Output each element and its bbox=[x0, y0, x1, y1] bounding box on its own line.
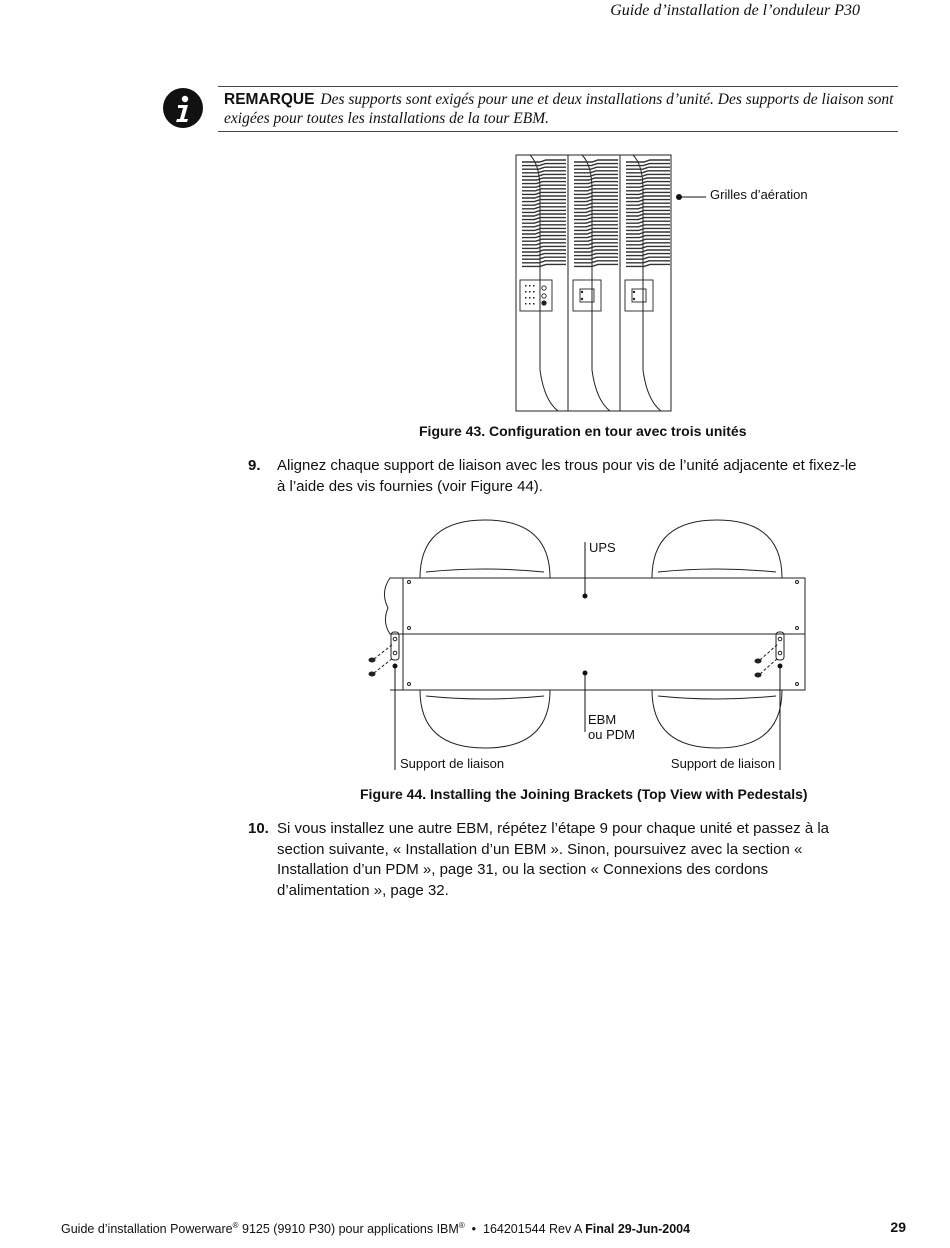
vent-slat bbox=[574, 185, 618, 187]
vent-slat bbox=[626, 189, 670, 191]
figure-44-label-pdm: ou PDM bbox=[588, 727, 635, 742]
vent-slat bbox=[626, 254, 670, 256]
vent-slat bbox=[522, 174, 566, 176]
vent-slat bbox=[522, 225, 566, 227]
vent-slat bbox=[626, 203, 670, 205]
vent-slat bbox=[626, 214, 670, 216]
step-text: Alignez chaque support de liaison avec les trous pour vis de l’unité adjacente et fixez-le à l’aide des vis fournies (voir Figure 44). bbox=[277, 457, 857, 495]
vent-slat bbox=[626, 210, 670, 212]
vent-slat bbox=[522, 264, 566, 266]
page-number: 29 bbox=[890, 1219, 906, 1235]
vent-slat bbox=[522, 210, 566, 212]
vent-slat bbox=[626, 167, 670, 169]
vent-slat bbox=[574, 225, 618, 227]
vent-slat bbox=[626, 228, 670, 230]
vent-slat bbox=[522, 236, 566, 238]
figure-43-drawing bbox=[500, 150, 830, 420]
vent-slat bbox=[574, 203, 618, 205]
vent-slat bbox=[522, 257, 566, 259]
vent-slat bbox=[574, 254, 618, 256]
vent-slat bbox=[522, 214, 566, 216]
figure-44-drawing bbox=[360, 512, 820, 782]
vent-slat bbox=[626, 192, 670, 194]
vent-slat bbox=[574, 167, 618, 169]
vent-slat bbox=[522, 254, 566, 256]
vent-slat bbox=[626, 264, 670, 266]
vent-slat bbox=[574, 171, 618, 173]
vent-slat bbox=[574, 218, 618, 220]
vent-slat bbox=[574, 207, 618, 209]
figure-43-callout-vents: Grilles d’aération bbox=[710, 187, 808, 202]
vent-slat bbox=[626, 232, 670, 234]
vent-slat bbox=[574, 250, 618, 252]
figure-43-caption: Figure 43. Configuration en tour avec trois unités bbox=[419, 423, 747, 439]
step-9 bbox=[248, 456, 858, 497]
note-label: REMARQUE bbox=[224, 91, 315, 108]
page-footer bbox=[61, 1221, 690, 1236]
vent-slat bbox=[626, 164, 670, 166]
vent-slat bbox=[522, 178, 566, 180]
vent-slat bbox=[574, 232, 618, 234]
vent-slat bbox=[574, 246, 618, 248]
footer-final-date: Final 29-Jun-2004 bbox=[585, 1222, 691, 1237]
vent-slat bbox=[626, 261, 670, 263]
running-header: Guide d’installation de l’onduleur P30 bbox=[610, 2, 860, 19]
step-text: Si vous installez une autre EBM, répétez l’étape 9 pour chaque unité et passez à la section suivante, « Installation d’un EBM ». Sinon, poursuivez avec la section « Installation d’un PDM », page 31, ou la section « Connexions des cordons d’alimentation », page 32. bbox=[277, 820, 830, 899]
vent-slat bbox=[574, 189, 618, 191]
vent-slat bbox=[574, 264, 618, 266]
figure-44-label-support-right: Support de liaison bbox=[670, 756, 775, 771]
vent-slat bbox=[574, 200, 618, 202]
vent-slat bbox=[626, 178, 670, 180]
vent-slat bbox=[522, 160, 566, 162]
footer-text-3: • 164201544 Rev A bbox=[464, 1222, 586, 1237]
info-icon bbox=[163, 88, 203, 128]
vent-slat bbox=[626, 221, 670, 223]
vent-slat bbox=[522, 261, 566, 263]
vent-slat bbox=[574, 196, 618, 198]
vent-slat bbox=[522, 171, 566, 173]
vent-slat bbox=[626, 218, 670, 220]
figure-44-label-ups: UPS bbox=[589, 540, 616, 555]
vent-slat bbox=[626, 182, 670, 184]
vent-slat bbox=[626, 196, 670, 198]
vent-slat bbox=[522, 182, 566, 184]
vent-slat bbox=[522, 164, 566, 166]
vent-slat bbox=[626, 174, 670, 176]
vent-slat bbox=[574, 221, 618, 223]
vent-slat bbox=[574, 210, 618, 212]
vent-slat bbox=[522, 196, 566, 198]
vent-slat bbox=[522, 203, 566, 205]
vent-slat bbox=[574, 257, 618, 259]
vent-slat bbox=[522, 246, 566, 248]
vent-slat bbox=[522, 243, 566, 245]
vent-slat bbox=[574, 261, 618, 263]
vent-slat bbox=[522, 192, 566, 194]
vent-slat bbox=[522, 185, 566, 187]
footer-text-1: Guide d’installation Powerware bbox=[61, 1222, 233, 1237]
vent-slat bbox=[574, 243, 618, 245]
vent-slat bbox=[626, 250, 670, 252]
vent-slat bbox=[522, 200, 566, 202]
vent-slat bbox=[522, 250, 566, 252]
step-number: 10. bbox=[248, 820, 269, 837]
vent-slat bbox=[522, 239, 566, 241]
vent-slat bbox=[522, 232, 566, 234]
figure-44 bbox=[360, 512, 820, 782]
vent-slat bbox=[522, 167, 566, 169]
vent-slat bbox=[626, 207, 670, 209]
vent-slat bbox=[522, 189, 566, 191]
vent-slat bbox=[522, 207, 566, 209]
vent-slat bbox=[574, 192, 618, 194]
vent-slat bbox=[626, 243, 670, 245]
vent-slat bbox=[574, 178, 618, 180]
vent-slat bbox=[522, 228, 566, 230]
vent-slat bbox=[626, 225, 670, 227]
vent-slat bbox=[626, 171, 670, 173]
figure-44-label-ebm: EBM bbox=[588, 712, 617, 727]
vent-slat bbox=[626, 246, 670, 248]
vent-slat bbox=[574, 164, 618, 166]
figure-43 bbox=[500, 150, 830, 420]
vent-slat bbox=[574, 214, 618, 216]
figure-44-label-support-left: Support de liaison bbox=[400, 756, 505, 771]
vent-slat bbox=[626, 257, 670, 259]
registered-mark: ® bbox=[458, 1221, 465, 1230]
vent-slat bbox=[574, 236, 618, 238]
vent-slat bbox=[574, 239, 618, 241]
step-number: 9. bbox=[248, 457, 261, 474]
registered-mark: ® bbox=[232, 1221, 239, 1230]
vent-slat bbox=[574, 160, 618, 162]
note-text: Des supports sont exigés pour une et deux installations d’unité. Des supports de liaison sont exigées pour toutes les installations de la tour EBM. bbox=[224, 91, 894, 127]
vent-slat bbox=[626, 236, 670, 238]
vent-slat bbox=[574, 182, 618, 184]
note-box bbox=[218, 86, 898, 132]
vent-slat bbox=[574, 174, 618, 176]
vent-slat bbox=[522, 218, 566, 220]
footer-text-2: 9125 (9910 P30) pour applications IBM bbox=[238, 1222, 459, 1237]
vent-slat bbox=[626, 160, 670, 162]
vent-slat bbox=[522, 221, 566, 223]
vent-slat bbox=[626, 200, 670, 202]
vent-slat bbox=[626, 239, 670, 241]
step-10 bbox=[248, 819, 858, 901]
figure-44-caption: Figure 44. Installing the Joining Brackets (Top View with Pedestals) bbox=[360, 786, 808, 802]
vent-slat bbox=[626, 185, 670, 187]
vent-slat bbox=[574, 228, 618, 230]
